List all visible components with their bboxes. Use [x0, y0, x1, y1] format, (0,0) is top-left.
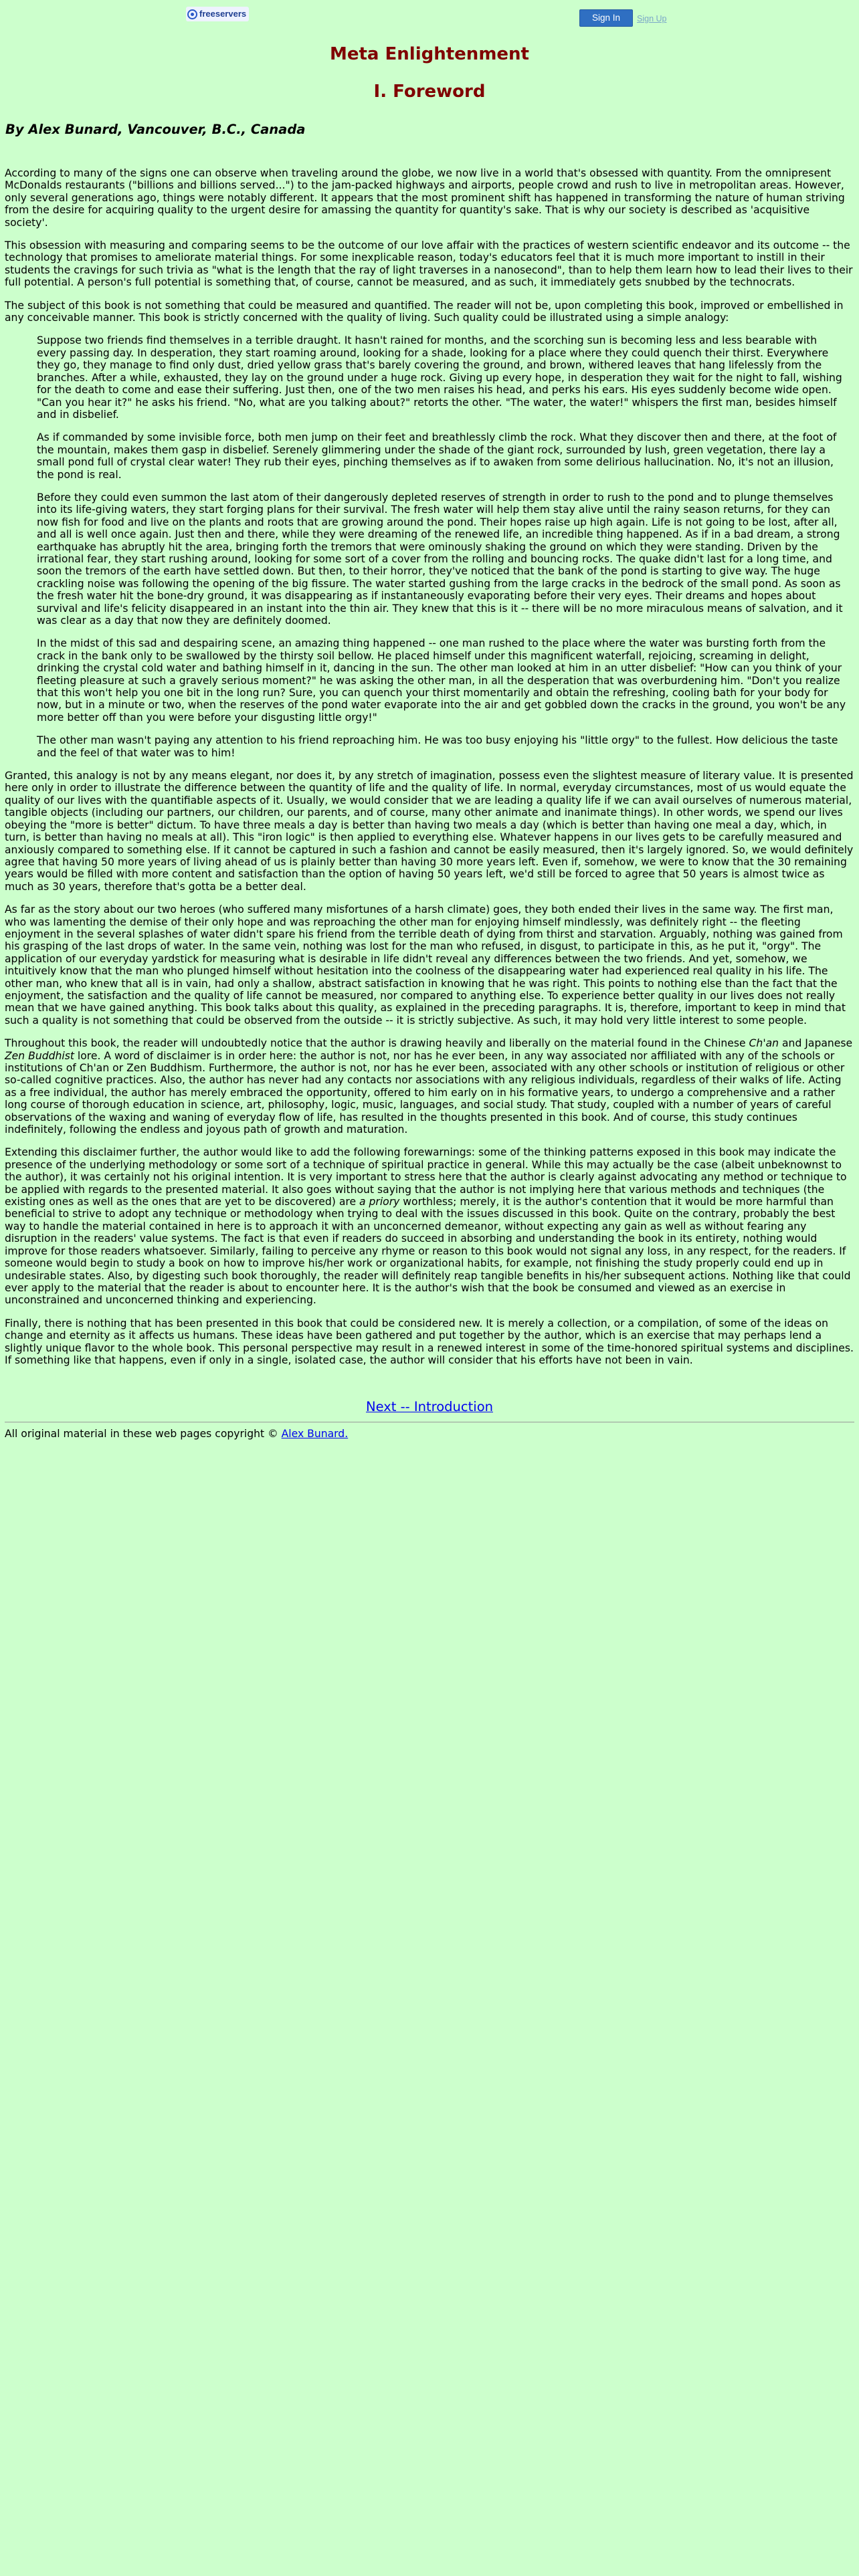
host-top-bar: [0, 0, 859, 27]
emphasis-text: Ch'an: [749, 1037, 779, 1050]
quote-paragraph: In the midst of this sad and despairing scene, an amazing thing happened -- one man rushed to the place where the water was bursting forth from the crack in the bank only to be swallowed by the thirsty soil bellow. He placed himself under this magnificent waterfall, rejoicing, screaming in delight, drinking the crystal cold water and bathing himself in it, dancing in the sun. The other man looked at him in an utter disbelief: "How can you think of your fleeting pleasure at such a gravely serious moment?" he was asking the other man, in all the desperation that was overburdening him. "Don't you realize that this won't help you one bit in the long run? Sure, you can quench your thirst momentarily and obtain the refreshing, cooling bath for your body for now, but in a minute or two, when the reserves of the pond water evaporate into the air and get gobbled down the cracks in the ground, you won't be any more better off than you were before your disgusting little orgy!": [37, 637, 846, 724]
author-link[interactable]: Alex Bunard.: [281, 1427, 349, 1440]
paragraph: The subject of this book is not something that could be measured and quantified. The reader will not be, upon completing this book, improved or embellished in any conceivable manner. This book is strictly concerned with the quality of living. Such quality could be illustrated using a simple analogy:: [5, 299, 844, 324]
freeservers-logo[interactable]: [186, 7, 249, 21]
copyright-notice: [5, 1428, 859, 1440]
quote-paragraph: As if commanded by some invisible force, both men jump on their feet and breathlessly climb the rock. What they discover then and there, at the foot of the mountain, makes them gasp in disbelief. Serenely glimmering under the shade of the giant rock, surrounded by lush, green vegetation, there lay a small pond full of crystal clear water! They rub their eyes, pinching themselves as if to awaken from some delirious hallucination. No, it's not an illusion, the pond is real.: [37, 431, 837, 481]
quote-paragraph: Suppose two friends find themselves in a terrible draught. It hasn't rained for months, and the scorching sun is becoming less and less bearable with every passing day. In desperation, they start roaming around, looking for a shade, looking for a place where they could quench their thirst. Everywhere they go, they manage to find only dust, dried yellow grass that's barely covering the ground, and brown, withered leaves that hang lifelessly from the branches. After a while, exhausted, they lay on the ground under a huge rock. Giving up every hope, in desperation they wait for the night to fall, wishing for the death to come and ease their suffering. Just then, one of the two men raises his head, and perks his ears. His eyes suddenly become wide open. "Can you hear it?" he asks his friend. "No, what are you talking about?" retorts the other. "The water, the water!" whispers the first man, besides himself and in disbelief.: [37, 334, 842, 421]
article-body: [0, 167, 859, 1366]
quote-paragraph: The other man wasn't paying any attention to his friend reproaching him. He was too busy enjoying his "little orgy" to the fullest. How delicious the taste and the feel of that water was to him!: [37, 734, 838, 759]
next-navigation: [0, 1401, 859, 1413]
text-run: lore. A word of disclaimer is in order here: the author is not, nor has he ever been, in any way associated nor affiliated with any of the schools or institutions of Ch'an or Zen Buddhism. Furthermore, the author is not, nor has he ever been, associated with any other schools or institution of religious or other so-called cognitive practices. Also, the author has never had any contacts nor associations with any religious individuals, regardless of their walks of life. Acting as a free individual, the author has merely embraced the opportunity, offered to him early on in his formative years, to undergo a comprehensive and a rather long course of thorough education in science, art, philosophy, logic, music, languages, and social study. That study, coupled with a number of years of careful observations of the waxing and waning of everyday flow of life, has resulted in the thoughts presented in this book. And of course, this study continues indefinitely, following the endless and joyous path of growth and maturation.: [5, 1049, 845, 1136]
author-byline: By Alex Bunard, Vancouver, B.C., Canada: [5, 122, 306, 137]
paragraph: [5, 1037, 854, 1136]
emphasis-text: a priory: [359, 1196, 400, 1208]
paragraph: This obsession with measuring and comparing seems to be the outcome of our love affair with the practices of western scientific endeavor and its outcome -- the technology that promises to ameliorate material things. For some inexplicable reason, today's educators feel that it is much more important to instill in their students the cravings for such trivia as "what is the length that the ray of light traverses in a nanosecond", than to help them learn how to lead their lives to their full potential. A person's full potential is something that, of course, cannot be measured, and as such, it immediately gets snubbed by the technocrats.: [5, 239, 853, 289]
paragraph: According to many of the signs one can observe when traveling around the globe, we now live in a world that's obsessed with quantity. From the omnipresent McDonalds restaurants ("billions and billions served...") to the jam-packed highways and airports, people crowd and rush to live in metropolitan areas. However, only several generations ago, things were notably different. It appears that the most prominent shift has happened in transforming the nature of human striving from the desire for acquiring quality to the urgent desire for amassing the quantity for quantity's sake. That is why our society is described as 'acquisitive society'.: [5, 167, 845, 229]
text-run: worthless; merely, it is the author's contention that it would be more harmful than beneficial to strive to adopt any technique or methodology when trying to deal with the issues discussed in this book. Quite on the contrary, probably the best way to handle the material contained in here is to approach it with an unconcerned demeanor, without expecting any gain as well as without fearing any disruption in the readers' value systems. The fact is that even if readers do succeed in absorbing and understanding the book in its entirety, nothing would improve for those readers whatsoever. Similarly, failing to perceive any rhyme or reason to this book would not signal any loss, in any respect, for the readers. If someone would begin to study a book on how to improve his/her work or organizational habits, for example, not finishing the study properly could end up in undesirable states. Also, by digesting such book thoroughly, the reader will definitely reap tangible benefits in his/her subsequent actions. Nothing like that could ever apply to the material that the reader is about to encounter here. It is the author's wish that the book be consumed and viewed as an exercise in unconstrained and unconcerned thinking and experiencing.: [5, 1196, 851, 1307]
paragraph: [5, 1146, 854, 1306]
analogy-quote: [37, 334, 848, 759]
page-subtitle: I. Foreword: [373, 82, 486, 102]
sign-up-link[interactable]: Sign Up: [637, 14, 667, 23]
quote-paragraph: Before they could even summon the last atom of their dangerously depleted reserves of strength in order to rush to the pond and to plunge themselves into its life-giving waters, they start forging plans for their survival. The fresh water will help them stay alive until the rainy season returns, for they can now fish for food and live on the plants and roots that are growing around the pond. Their hopes raise up high again. Life is not going to be lost, after all, and all is well once again. Just then and there, while they were dreaming of the renewed life, an incredible thing happened. As if in a bad dream, a strong earthquake has abruptly hit the area, bringing forth the tremors that were ominously shaking the ground on which they were standing. Driven by the irrational fear, they start rushing around, looking for some sort of a cover from the rolling and bouncing rocks. The quake didn't last for a long time, and soon the tremors of the earth have settled down. But then, to their horror, they've noticed that the bank of the pond is starting to give way. The huge crackling noise was following the opening of the big fissure. The water started gushing from the large cracks in the bedrock of the small pond. As soon as the fresh water hit the bone-dry ground, it was disappearing as if instantaneously evaporating before their very eyes. Their dreams and hopes about survival and life's felicity disappeared in an instant into the thin air. They knew that this is it -- there will be no more miraculous means of salvation, and it was clear as a day that now they are definitely doomed.: [37, 491, 843, 627]
text-run: Extending this disclaimer further, the author would like to add the following forewarnings: some of the thinking patterns exposed in this book may indicate the presence of the underlying methodology or some sort of a technique of spiritual practice in general. While this may actually be the case (albeit unbeknownst to the author), it was certainly not his original intention. It is very important to stress here that the author is clearly against advocating any method or technique to be applied with regards to the presented material. It also goes without saying that the author is not implying here that various methods and techniques (the existing ones as well as the ones that are yet to be discovered) are: [5, 1146, 847, 1208]
freeservers-logo-text: freeservers: [199, 8, 247, 19]
paragraph: As far as the story about our two heroes (who suffered many misfortunes of a harsh climate) goes, they both ended their lives in the same way. The first man, who was lamenting the demise of their only hope and was reproaching the other man for enjoying himself mindlessly, was definitely right -- the fleeting enjoyment in the several splashes of water didn't spare his friend from the terrible death of dying from thirst and starvation. Arguably, nothing was gained from his grasping of the last drops of water. In the same vein, nothing was lost for the man who refused, in disgust, to participate in this, as he put it, "orgy". The application of our everyday yardstick for measuring what is desirable in life didn't reveal any differences between the two friends. And yet, somehow, we intuitively know that the man who plunged himself without hesitation into the coolness of the disappearing water had experienced real quality in his life. The other man, who knew that all is in vain, had only a shallow, abstract satisfaction in knowing that he was right. This points to nothing else than the fact that the enjoyment, the satisfaction and the quality of life cannot be measured, nor compared to anything else. To experience better quality in our lives does not really mean that we have gained anything. This book talks about this quality, as explained in the preceding paragraphs. It is, therefore, important to keep in mind that such a quality is not something that could be observed from the outside -- it is strictly subjective. As such, it may hold very little interest to some people.: [5, 903, 846, 1027]
freeservers-logo-icon: [187, 9, 197, 19]
sign-in-button[interactable]: Sign In: [579, 9, 633, 27]
text-run: and Japanese: [779, 1037, 853, 1050]
paragraph: Finally, there is nothing that has been presented in this book that could be considered new. It is merely a collection, or a compilation, of some of the ideas on change and eternity as it affects us humans. These ideas have been gathered and put together by the author, which is an exercise that may perhaps lend a slightly unique flavor to the whole book. This personal perspective may result in a renewed interest in some of the time-honored spiritual systems and disciplines. If something like that happens, even if only in a single, isolated case, the author will consider that his efforts have not been in vain.: [5, 1317, 854, 1366]
next-introduction-link[interactable]: Next -- Introduction: [366, 1399, 493, 1415]
page-title: Meta Enlightenment: [330, 44, 529, 64]
copyright-text: All original material in these web pages copyright ©: [5, 1427, 282, 1440]
text-run: Throughout this book, the reader will undoubtedly notice that the author is drawing heavily and liberally on the material found in the Chinese: [5, 1037, 749, 1050]
emphasis-text: Zen Buddhist: [5, 1049, 74, 1062]
paragraph: Granted, this analogy is not by any means elegant, nor does it, by any stretch of imagination, possess even the slightest measure of literary value. It is presented here only in order to illustrate the difference between the quantity of life and the quality of life. In normal, everyday circumstances, most of us would equate the quality of our lives with the quantifiable aspects of it. Usually, we would consider that we are leading a quality life if we can avail ourselves of numerous material, tangible objects (including our partners, our children, our parents, and of course, many other animate and inanimate things). In other words, we spend our lives obeying the "more is better" dictum. To have three meals a day is better than having two meals a day (which is better than having one meal a day, which, in turn, is better than having no meals at all). This "iron logic" is then applied to everything else. Whatever happens in our lives gets to be carefully measured and anxiously compared to something else. If it cannot be captured in such a fashion and cannot be easily measured, then it's largely ignored. So, we would definitely agree that having 50 more years of living ahead of us is plainly better than having 30 more years left. Even if, somehow, we were to know that the 30 remaining years would be filled with more content and satisfaction than the option of having 50 years left, we'd still be forced to agree that 50 years is almost twice as much as 30 years, therefore that's gotta be a better deal.: [5, 770, 854, 893]
